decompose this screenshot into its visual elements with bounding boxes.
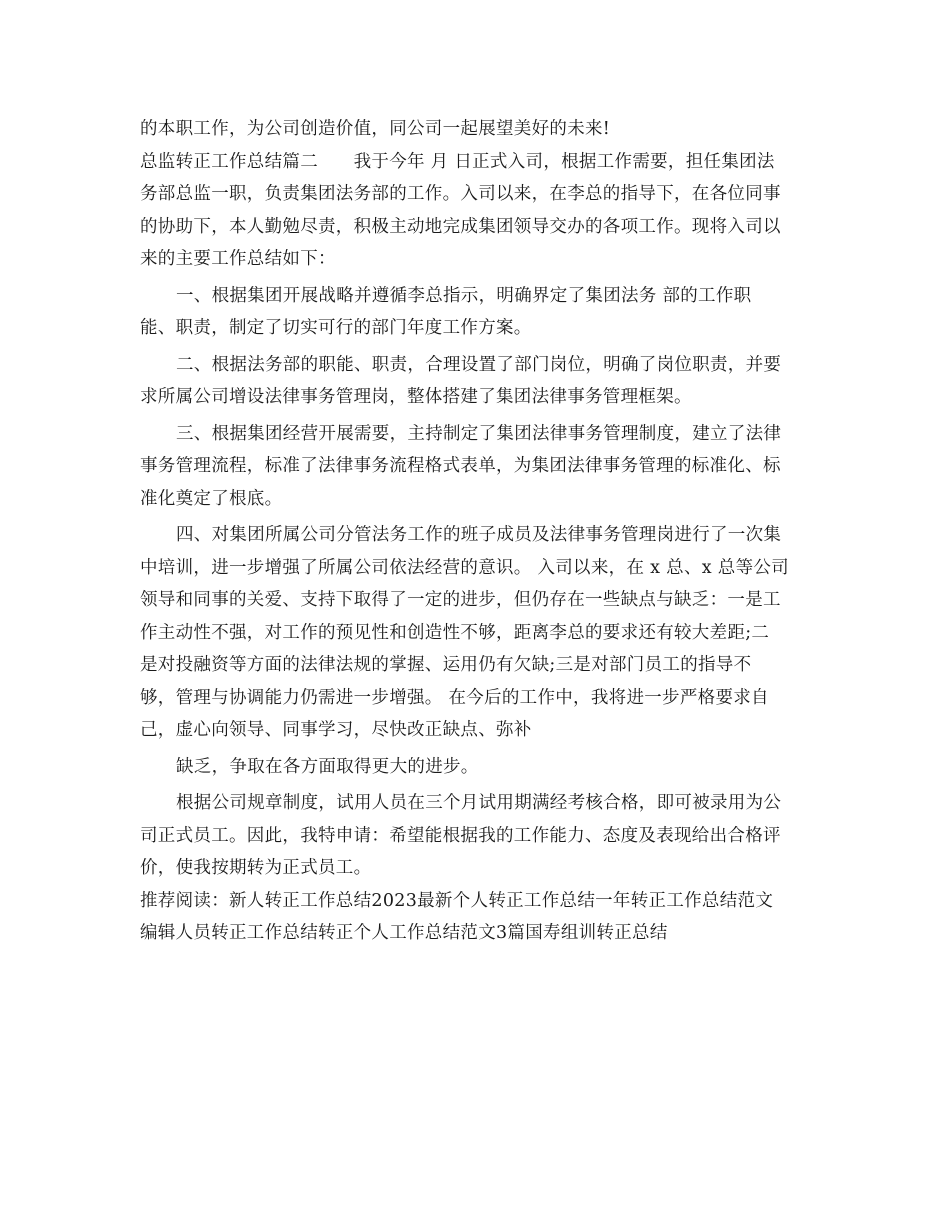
text-line: 务部总监一职，负责集团法务部的工作。入司以来，在李总的指导下，在各位同事 — [140, 184, 781, 204]
text-line: 价，使我按期转为正式员工。 — [140, 858, 372, 878]
text-line: 能、职责，制定了切实可行的部门年度工作方案。 — [140, 318, 532, 338]
text-line: 中培训，进一步增强了所属公司依法经营的意识。 入司以来，在 x 总、x 总等公司 — [140, 557, 789, 578]
text-line: 是对投融资等方面的法律法规的掌握、运用仍有欠缺;三是对部门员工的指导不 — [140, 655, 752, 675]
text-line: 领导和同事的关爱、支持下取得了一定的进步，但仍存在一些缺点与缺乏：一是工 — [140, 590, 781, 610]
text-line: 准化奠定了根底。 — [140, 488, 283, 509]
paragraph-line: 根据公司规章制度，试用人员在三个月试用期满经考核合格，即可被录用为公 — [176, 793, 782, 813]
paragraph-line: 二、根据法务部的职能、职责，合理设置了部门岗位，明确了岗位职责，并要 — [176, 354, 782, 375]
text-line: 司正式员工。因此，我特申请：希望能根据我的工作能力、态度及表现给出合格评 — [140, 825, 781, 846]
text-line: 的协助下，本人勤勉尽责，积极主动地完成集团领导交办的各项工作。现将入司以 — [140, 216, 781, 237]
text-line: 事务管理流程，标准了法律事务流程格式表单，为集团法律事务管理的标准化、标 — [140, 456, 781, 476]
text-line: 来的主要工作总结如下： — [140, 249, 336, 269]
document-body — [140, 113, 812, 950]
paragraph-line: 四、对集团所属公司分管法务工作的班子成员及法律事务管理岗进行了一次集 — [176, 525, 782, 545]
text-line: 够，管理与协调能力仍需进一步增强。 在今后的工作中，我将进一步严格要求自 — [140, 687, 769, 708]
text-line: 己，虚心向领导、同事学习，尽快改正缺点、弥补 — [140, 720, 532, 740]
recommended-reading-line: 编辑人员转正工作总结转正个人工作总结范文3篇国寿组训转正总结 — [140, 923, 668, 943]
recommended-reading-line: 推荐阅读：新人转正工作总结2023最新个人转正工作总结一年转正工作总结范文 — [140, 890, 774, 911]
paragraph-line: 三、根据集团经营开展需要，主持制定了集团法律事务管理制度，建立了法律 — [176, 423, 782, 444]
paragraph-line: 缺乏，争取在各方面取得更大的进步。 — [176, 756, 479, 777]
text-line: 的本职工作，为公司创造价值，同公司一起展望美好的未来! — [140, 119, 611, 139]
section-heading-line: 总监转正工作总结篇二 我于今年 月 日正式入司，根据工作需要，担任集团法 — [140, 151, 775, 172]
paragraph-line: 一、根据集团开展战略并遵循李总指示，明确界定了集团法务 部的工作职 — [176, 285, 752, 306]
text-line: 作主动性不强，对工作的预见性和创造性不够，距离李总的要求还有较大差距;二 — [140, 622, 770, 643]
text-line: 求所属公司增设法律事务管理岗，整体搭建了集团法律事务管理框架。 — [140, 387, 692, 407]
